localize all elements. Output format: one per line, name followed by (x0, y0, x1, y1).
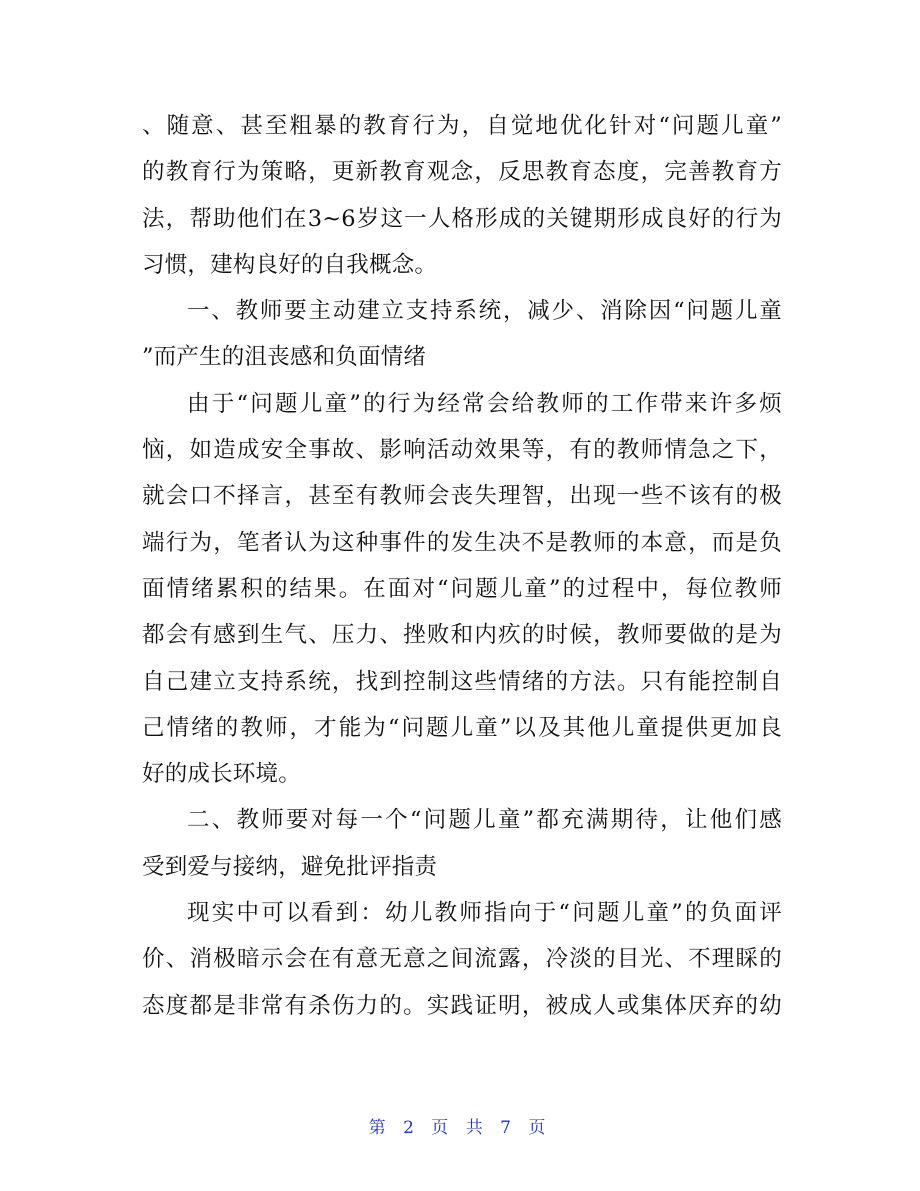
section-heading-line: 二、教师要对每一个“问题儿童”都充满期待，让他们感 (187, 807, 782, 834)
text-line: 、随意、甚至粗暴的教育行为，自觉地优化针对“问题儿童” (142, 113, 782, 139)
text-line: 端行为，笔者认为这种事件的发生决不是教师的本意，而是负 (142, 529, 782, 556)
text-line: 好的成长环境。 (142, 761, 301, 788)
text-line: 态度都是非常有杀伤力的。实践证明，被成人或集体厌弃的幼 (142, 992, 782, 1019)
text-line: 面情绪累积的结果。在面对“问题儿童”的过程中，每位教师 (142, 575, 782, 602)
section-heading-line: 受到爱与接纳，避免批评指责 (142, 853, 438, 880)
text-line: 由于“问题儿童”的行为经常会给教师的工作带来许多烦 (187, 390, 782, 417)
text-line: 的教育行为策略，更新教育观念，反思教育态度，完善教育方 (142, 159, 782, 186)
text-line: 价、消极暗示会在有意无意之间流露，冷淡的目光、不理睬的 (142, 946, 782, 973)
section-heading-line: ”而产生的沮丧感和负面情绪 (142, 344, 427, 371)
text-line: 习惯，建构良好的自我概念。 (142, 251, 438, 278)
section-heading-line: 一、教师要主动建立支持系统，减少、消除因“问题儿童 (187, 298, 782, 325)
text-line: 己情绪的教师，才能为“问题儿童”以及其他儿童提供更加良 (142, 714, 782, 741)
text-line: 法，帮助他们在3~6岁这一人格形成的关键期形成良好的行为 (142, 205, 782, 232)
page-footer: 第 2 页 共 7 页 (368, 1118, 552, 1138)
text-line: 自己建立支持系统，找到控制这些情绪的方法。只有能控制自 (142, 668, 782, 695)
text-line: 都会有感到生气、压力、挫败和内疚的时候，教师要做的是为 (142, 622, 782, 649)
text-line: 就会口不择言，甚至有教师会丧失理智，出现一些不该有的极 (142, 483, 782, 510)
text-line: 恼，如造成安全事故、影响活动效果等，有的教师情急之下， (142, 437, 782, 464)
text-line: 现实中可以看到：幼儿教师指向于“问题儿童”的负面评 (187, 900, 782, 927)
body-text (142, 103, 782, 1029)
